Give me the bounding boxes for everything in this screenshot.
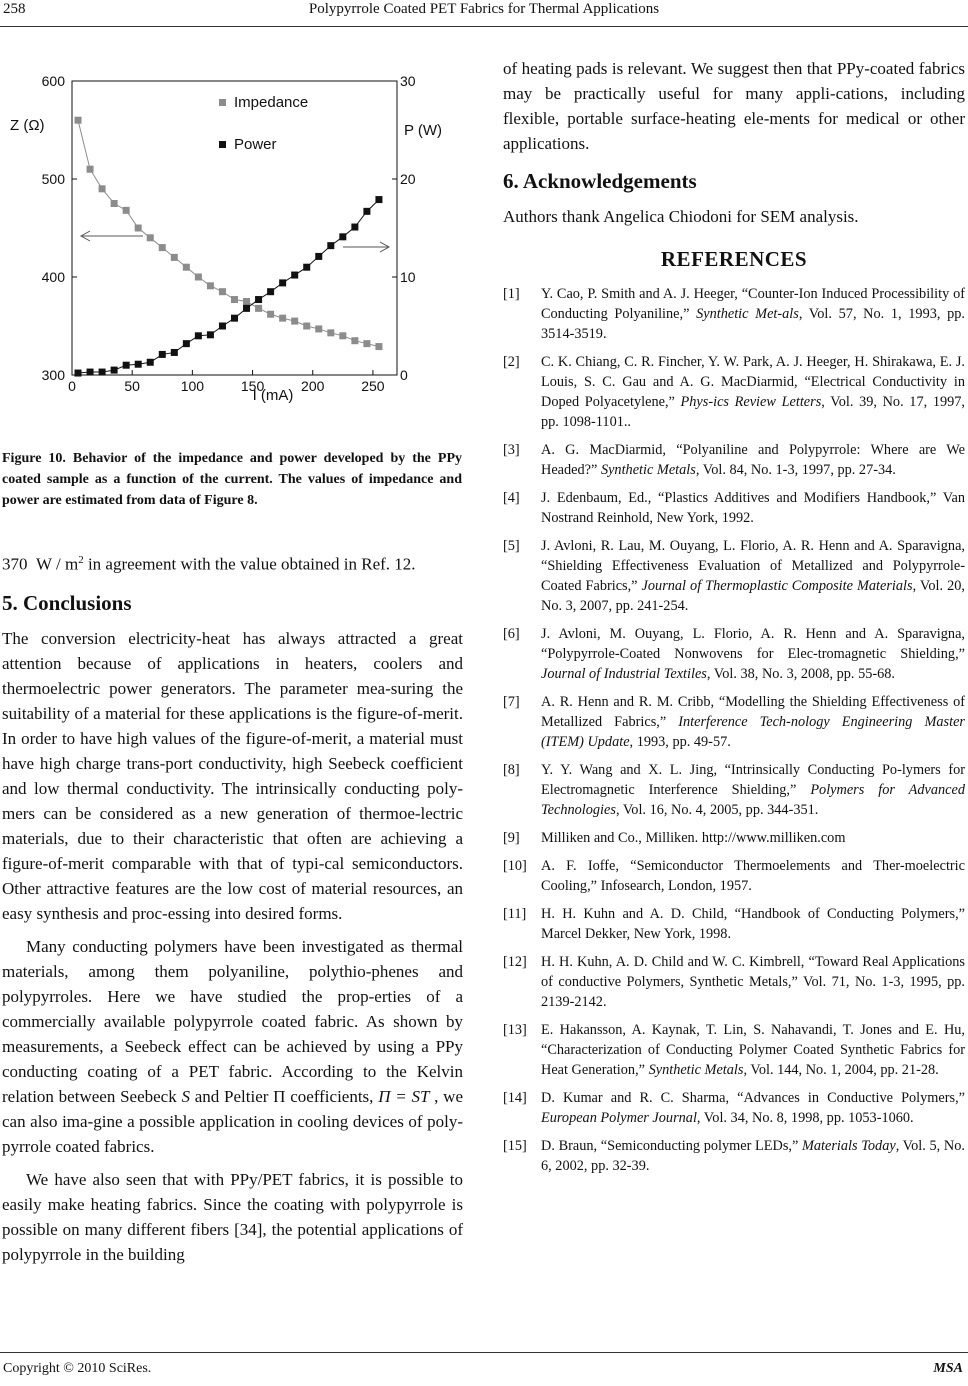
- impedance-point: [327, 329, 334, 336]
- reference-source: European Polymer Journal: [541, 1110, 697, 1126]
- impedance-line: [78, 120, 379, 346]
- power-point: [363, 208, 370, 215]
- reference-text: Milliken and Co., Milliken. http://www.milliken.com: [541, 830, 846, 846]
- chart-marks: [75, 117, 383, 377]
- reference-number: [3]: [503, 442, 520, 458]
- right-y-tick-label: 10: [400, 269, 416, 285]
- header-rule: [0, 26, 968, 27]
- reference-item: [503, 1136, 965, 1176]
- impedance-point: [303, 323, 310, 330]
- reference-number: [14]: [503, 1090, 527, 1106]
- reference-number: [5]: [503, 538, 520, 554]
- x-tick-label: 150: [240, 378, 265, 394]
- reference-item: [503, 904, 965, 944]
- section-title-conclusions: 5. Conclusions: [2, 590, 132, 615]
- power-point: [75, 370, 82, 377]
- impedance-point: [231, 296, 238, 303]
- impedance-point: [111, 200, 118, 207]
- x-tick-label: 0: [68, 378, 76, 394]
- page-number: 258: [3, 1, 26, 17]
- reference-text: Y. Cao, P. Smith and A. J. Heeger, “Counter-Ion Induced Processibility of Conducting Polyaniline,”: [541, 286, 965, 322]
- power-point: [375, 196, 382, 203]
- power-point: [327, 242, 334, 249]
- conclusions-paragraph-2: [2, 934, 463, 1159]
- x-tick-label: 100: [180, 378, 205, 394]
- impedance-point: [99, 185, 106, 192]
- impedance-point: [207, 282, 214, 289]
- reference-details: , Vol. 20, No. 3, 2007, pp. 241-254.: [541, 578, 965, 614]
- reference-item: [503, 1088, 965, 1128]
- footer-rule: [0, 1352, 968, 1353]
- reference-details: , Vol. 57, No. 1, 1993, pp. 3514-3519.: [541, 306, 965, 342]
- reference-item: [503, 856, 965, 896]
- footer-journal: MSA: [933, 1361, 963, 1376]
- continuation-text: in agreement with the value obtained in Ref. 12.: [83, 554, 416, 574]
- power-point: [195, 332, 202, 339]
- unit-formula: W / m: [36, 554, 79, 574]
- conclusions-paragraph-1: The conversion electricity-heat has always attracted a great attention because of applications in heaters, coolers and thermoelectric power generators. The parameter mea-suring the suitability of a material for these applications is the figure-of-merit. In order to have high values of the figure-of-merit, a material must have high charge trans-port conductivity, high Seebeck coefficient and low thermal conductivity. The intrinsically conducting poly-mers can be considered as a new generation of thermoe-lectric materials, due to their characteristic that often are achieving a figure-of-merit comparable with that of typi-cal semiconductors. Other attractive features are the low cost of material resources, an easy synthesis and proc-essing into desired forms.: [2, 628, 463, 923]
- reference-source: Journal of Thermoplastic Composite Materials: [641, 578, 913, 594]
- power-point: [207, 331, 214, 338]
- impedance-point: [135, 225, 142, 232]
- reference-details: , 1993, pp. 49-57.: [629, 734, 731, 750]
- impedance-point: [87, 166, 94, 173]
- section-title-acknowledgements: 6. Acknowledgements: [503, 169, 697, 193]
- reference-text: D. Braun, “Semiconducting polymer LEDs,”: [541, 1138, 802, 1154]
- reference-details: , Vol. 16, No. 4, 2005, pp. 344-351.: [615, 802, 819, 818]
- power-point: [99, 369, 106, 376]
- reference-text: D. Kumar and R. C. Sharma, “Advances in Conductive Polymers,”: [541, 1090, 965, 1106]
- reference-item: [503, 440, 965, 480]
- para2-text-b: and Peltier Π coefficients,: [189, 1086, 379, 1106]
- reference-text: A. F. Ioffe, “Semiconductor Thermoelements and Ther-moelectric Cooling,” Infosearch, London, 1957.: [541, 858, 965, 894]
- power-point: [171, 349, 178, 356]
- reference-number: [7]: [503, 694, 520, 710]
- reference-item: [503, 1020, 965, 1080]
- reference-source: Synthetic Met-als: [696, 306, 799, 322]
- impedance-point: [255, 305, 262, 312]
- reference-source: Synthetic Metals: [600, 462, 696, 478]
- reference-number: [8]: [503, 762, 520, 778]
- impedance-point: [315, 325, 322, 332]
- x-axis-label: I (mA): [252, 387, 294, 404]
- impedance-point: [195, 274, 202, 281]
- impedance-point: [363, 340, 370, 347]
- power-point: [219, 323, 226, 330]
- power-line: [78, 200, 379, 373]
- legend-label: Impedance: [234, 94, 309, 111]
- continued-paragraph: of heating pads is relevant. We suggest then that PPy-coated fabrics may be practically useful for many appli-cations, including flexible, portable surface-heating ele-ments for medical or other applications.: [503, 59, 965, 153]
- power-point: [135, 361, 142, 368]
- reference-details: , Vol. 144, No. 1, 2004, pp. 21-28.: [743, 1062, 939, 1078]
- impedance-point: [75, 117, 82, 124]
- reference-item: [503, 488, 965, 528]
- reference-number: [10]: [503, 858, 527, 874]
- impedance-point: [267, 311, 274, 318]
- unit-value: 370: [2, 554, 28, 574]
- reference-source: Phys-ics Review Letters: [680, 394, 822, 410]
- impedance-point: [123, 207, 130, 214]
- power-point: [243, 305, 250, 312]
- x-tick-label: 50: [124, 378, 140, 394]
- para2-text-a: Many conducting polymers have been investigated as thermal materials, among them polyaniline, polythio-phenes and polypyrroles. Here we have studied the prop-erties of a commercially available polypyrrole coated fabric. As shown by measurements, a Seebeck effect can be achieved by using a PPy conducting coating of a PET fabric. According to the Kelvin relation between Seebeck: [2, 936, 463, 1106]
- footer-copyright: Copyright © 2010 SciRes.: [3, 1361, 152, 1376]
- reference-text: H. H. Kuhn, A. D. Child and W. C. Kimbrell, “Toward Real Applications of conductive Polymers, Synthetic Metals,” Vol. 71, No. 1-3, 1995, pp. 2139-2142.: [541, 954, 965, 1010]
- impedance-point: [171, 254, 178, 261]
- reference-item: [503, 284, 965, 344]
- references-title: REFERENCES: [660, 247, 808, 271]
- reference-number: [15]: [503, 1138, 527, 1154]
- power-point: [111, 367, 118, 374]
- reference-source: Journal of Industrial Textiles: [541, 666, 707, 682]
- left-y-tick-label: 400: [41, 269, 65, 285]
- reference-source: Interference Tech-nology Engineering Master (ITEM) Update: [541, 714, 965, 750]
- legend-label: Power: [234, 136, 277, 153]
- power-point: [351, 224, 358, 231]
- x-tick-label: 250: [361, 378, 385, 394]
- x-tick-label: 200: [301, 378, 325, 394]
- reference-item: [503, 624, 965, 684]
- reference-details: , Vol. 84, No. 1-3, 1997, pp. 27-34.: [695, 462, 896, 478]
- reference-text: J. Avloni, M. Ouyang, L. Florio, A. R. Henn and A. Sparavigna, “Polypyrrole-Coated Nonwovens for Elec-tromagnetic Shielding,”: [541, 626, 965, 662]
- right-y-tick-label: 0: [400, 367, 408, 383]
- power-point: [183, 340, 190, 347]
- reference-text: A. R. Henn and R. M. Cribb, “Modelling the Shielding Effectiveness of Metallized Fabrics,”: [541, 694, 965, 730]
- reference-source: Materials Today: [801, 1138, 896, 1154]
- reference-text: A. G. MacDiarmid, “Polyaniline and Polypyrrole: Where are We Headed?”: [541, 442, 965, 478]
- impedance-point: [147, 234, 154, 241]
- reference-number: [13]: [503, 1022, 527, 1038]
- continuation-paragraph: [2, 548, 463, 577]
- reference-number: [6]: [503, 626, 520, 642]
- figure-10-chart: [0, 60, 480, 410]
- reference-text: E. Hakansson, A. Kaynak, T. Lin, S. Nahavandi, T. Jones and E. Hu, “Characterization of Conducting Polymer Coated Synthetic Fabrics for Heat Generation,”: [541, 1022, 965, 1078]
- reference-details: , Vol. 34, No. 8, 1998, pp. 1053-1060.: [696, 1110, 914, 1126]
- power-point: [159, 351, 166, 358]
- chart-axes: [72, 81, 397, 375]
- impedance-point: [183, 264, 190, 271]
- reference-number: [9]: [503, 830, 520, 846]
- unit-exponent: 2: [78, 554, 84, 566]
- running-title: Polypyrrole Coated PET Fabrics for Thermal Applications: [308, 1, 660, 17]
- right-y-tick-label: 30: [400, 73, 416, 89]
- reference-details: , Vol. 38, No. 3, 2008, pp. 55-68.: [706, 666, 895, 682]
- reference-number: [12]: [503, 954, 527, 970]
- left-y-tick-label: 300: [41, 367, 65, 383]
- left-y-tick-label: 500: [41, 171, 65, 187]
- reference-item: [503, 692, 965, 752]
- reference-details: , Vol. 5, No. 6, 2002, pp. 32-39.: [541, 1138, 965, 1174]
- power-point: [303, 264, 310, 271]
- seebeck-symbol: S: [181, 1086, 190, 1106]
- impedance-point: [279, 315, 286, 322]
- power-point: [291, 272, 298, 279]
- reference-text: J. Avloni, R. Lau, M. Ouyang, L. Florio, A. R. Henn and A. Sparavigna, “Shielding Effectiveness Evaluation of Metallized and Polypyrrole-Coated Fabrics,”: [541, 538, 965, 594]
- power-point: [315, 253, 322, 260]
- legend-marker: [219, 99, 226, 106]
- reference-item: [503, 352, 965, 432]
- kelvin-formula: Π = ST: [378, 1086, 430, 1106]
- acknowledgements-text: Authors thank Angelica Chiodoni for SEM analysis.: [503, 207, 859, 226]
- reference-number: [2]: [503, 354, 520, 370]
- impedance-point: [375, 343, 382, 350]
- impedance-point: [339, 332, 346, 339]
- power-point: [231, 315, 238, 322]
- reference-text: Y. Y. Wang and X. L. Jing, “Intrinsically Conducting Po-lymers for Electromagnetic Interference Shielding,”: [541, 762, 965, 798]
- impedance-point: [243, 298, 250, 305]
- reference-item: [503, 952, 965, 1012]
- power-point: [255, 296, 262, 303]
- reference-item: [503, 760, 965, 820]
- power-point: [123, 362, 130, 369]
- power-point: [147, 359, 154, 366]
- impedance-point: [159, 244, 166, 251]
- figure-caption: Figure 10. Behavior of the impedance and power developed by the PPy coated sample as a function of the current. The values of impedance and power are estimated from data of Figure 8.: [2, 451, 462, 508]
- reference-item: [503, 828, 965, 848]
- conclusions-paragraph-3: We have also seen that with PPy/PET fabrics, it is possible to easily make heating fabrics. Since the coating with polypyrrole is possible on many different fibers [34], the potential applications of polypyrrole in the building: [2, 1169, 463, 1264]
- plot-frame: [72, 81, 397, 375]
- references-list: [503, 284, 965, 1176]
- right-axis-label: P (W): [404, 122, 443, 139]
- impedance-point: [291, 318, 298, 325]
- power-point: [87, 369, 94, 376]
- power-point: [339, 233, 346, 240]
- reference-source: Polymers for Advanced Technologies: [541, 782, 966, 818]
- reference-number: [1]: [503, 286, 520, 302]
- right-y-tick-label: 20: [400, 171, 416, 187]
- reference-item: [503, 536, 965, 616]
- reference-details: , Vol. 39, No. 17, 1997, pp. 1098-1101..: [541, 394, 966, 430]
- reference-number: [4]: [503, 490, 520, 506]
- reference-number: [11]: [503, 906, 527, 922]
- power-point: [279, 279, 286, 286]
- reference-text: J. Edenbaum, Ed., “Plastics Additives and Modifiers Handbook,” Van Nostrand Reinhold, New York, 1992.: [541, 490, 965, 526]
- left-y-tick-label: 600: [41, 73, 65, 89]
- reference-text: C. K. Chiang, C. R. Fincher, Y. W. Park, A. J. Heeger, H. Shirakawa, E. J. Louis, S. C. Gau and A. G. MacDiarmid, “Electrical Conductivity in Doped Polyacetylene,”: [541, 354, 965, 410]
- left-column: [2, 548, 463, 1267]
- legend-marker: [219, 141, 226, 148]
- para2-text-c: , we can also ima-gine a possible application in cooling devices of poly-pyrrole coated fabrics.: [2, 1086, 463, 1156]
- left-axis-label: Z (Ω): [10, 117, 45, 134]
- reference-text: H. H. Kuhn and A. D. Child, “Handbook of Conducting Polymers,” Marcel Dekker, New York, 1998.: [541, 906, 965, 942]
- impedance-point: [351, 337, 358, 344]
- impedance-point: [219, 288, 226, 295]
- right-column: [503, 56, 965, 1184]
- power-point: [267, 288, 274, 295]
- reference-source: Synthetic Metals: [648, 1062, 744, 1078]
